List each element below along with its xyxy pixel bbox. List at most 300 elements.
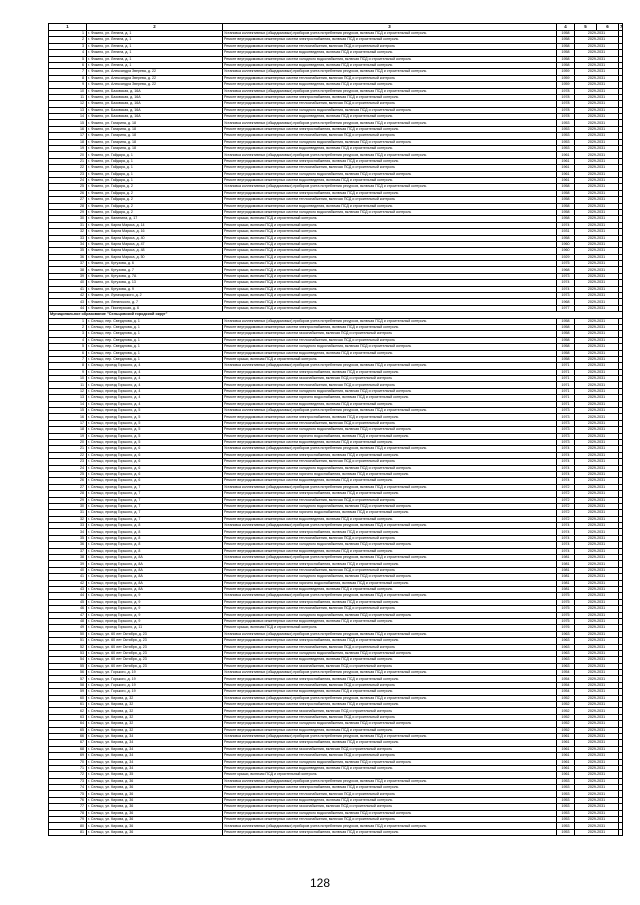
year-cell: 1974 xyxy=(557,542,575,548)
work-type-cell: Установка коллективных (общедомовых) приборов учета потребления ресурсов, включая ПСД и строительный контроль xyxy=(223,31,557,37)
year-cell: 1959 xyxy=(557,75,575,81)
work-type-cell: Ремонт внутридомовых инженерных систем газоснабжения, включая ПСД и строительный контроль xyxy=(223,663,557,669)
year-cell: 1958 xyxy=(557,62,575,68)
year-cell: 1974 xyxy=(557,446,575,452)
address-cell: г. Сельцо, проезд Горького, д. 8 xyxy=(87,523,223,529)
work-type-cell: Ремонт внутридомовых инженерных систем холодного водоснабжения, включая ПСД и строительный контроль xyxy=(223,650,557,656)
period-cell: 2029-2031 xyxy=(575,209,619,215)
year-cell: 1971 xyxy=(557,395,575,401)
year-cell: 1958 xyxy=(557,324,575,330)
period-cell: 2029-2031 xyxy=(575,114,619,120)
address-cell: г. Сельцо, проезд Горького, д. 4 xyxy=(87,388,223,394)
column-number-row xyxy=(49,24,623,31)
year-cell: 1973 xyxy=(557,273,575,279)
period-cell: 2029-2031 xyxy=(575,126,619,132)
year-cell: 1953 xyxy=(557,791,575,797)
work-type-cell: Установка коллективных (общедомовых) приборов учета потребления ресурсов, включая ПСД и строительный контроль xyxy=(223,363,557,369)
address-cell: г. Фокино, ул. Гайдара, д. 1 xyxy=(87,171,223,177)
address-cell: г. Сельцо, проезд Горького, д. 9 xyxy=(87,599,223,605)
period-cell: 2029-2031 xyxy=(575,82,619,88)
period-cell: 2029-2031 xyxy=(575,395,619,401)
work-type-cell: Ремонт внутридомовых инженерных систем холодного водоснабжения, включая ПСД и строительный контроль xyxy=(223,503,557,509)
period-cell: 2029-2031 xyxy=(575,427,619,433)
work-type-cell: Ремонт крыши, включая ПСД и строительный контроль xyxy=(223,273,557,279)
period-cell: 2029-2031 xyxy=(575,676,619,682)
period-cell: 2029-2031 xyxy=(575,139,619,145)
row-number: 70 xyxy=(49,759,87,765)
address-cell: г. Сельцо, ул. Кирова, д. 36 xyxy=(87,785,223,791)
year-cell: 1954 xyxy=(557,682,575,688)
work-type-cell: Ремонт внутридомовых инженерных систем холодного водоснабжения, включая ПСД и строительный контроль xyxy=(223,139,557,145)
year-cell: 1973 xyxy=(557,414,575,420)
year-cell: 1974 xyxy=(557,535,575,541)
year-cell: 1963 xyxy=(557,631,575,637)
address-cell: г. Сельцо, проезд Горького, д. 6 xyxy=(87,459,223,465)
address-cell: г. Сельцо, проезд Горького, д. 8А xyxy=(87,567,223,573)
work-type-cell: Ремонт внутридомовых инженерных систем холодного водоснабжения, включая ПСД и строительный контроль xyxy=(223,542,557,548)
year-cell: 1959 xyxy=(557,82,575,88)
address-cell: г. Фокино, ул. Гайдара, д. 1 xyxy=(87,152,223,158)
row-number: 73 xyxy=(49,778,87,784)
row-number: 37 xyxy=(49,548,87,554)
work-type-cell: Ремонт внутридомовых инженерных систем электроснабжения, включая ПСД и строительный контроль xyxy=(223,190,557,196)
period-cell: 2029-2031 xyxy=(575,299,619,305)
address-cell: г. Сельцо, проезд Горького, д. 5 xyxy=(87,440,223,446)
row-number: 6 xyxy=(49,350,87,356)
period-cell: 2029-2031 xyxy=(575,350,619,356)
row-number: 30 xyxy=(49,503,87,509)
year-cell: 1973 xyxy=(557,433,575,439)
address-cell: г. Сельцо, проезд Горького, д. 8 xyxy=(87,529,223,535)
year-cell: 1978 xyxy=(557,101,575,107)
work-type-cell: Ремонт внутридомовых инженерных систем теплоснабжения, включая ПСД и строительный контроль xyxy=(223,644,557,650)
year-cell: 1961 xyxy=(557,152,575,158)
year-cell: 1958 xyxy=(557,203,575,209)
work-type-cell: Ремонт внутридомовых инженерных систем электроснабжения, включая ПСД и строительный контроль xyxy=(223,369,557,375)
row-number: 43 xyxy=(49,586,87,592)
row-number: 21 xyxy=(49,158,87,164)
work-type-cell: Ремонт внутридомовых инженерных систем теплоснабжения, включая ПСД и строительный контроль xyxy=(223,420,557,426)
period-cell: 2029-2031 xyxy=(575,197,619,203)
work-type-cell: Установка коллективных (общедомовых) приборов учета потребления ресурсов, включая ПСД и строительный контроль xyxy=(223,446,557,452)
address-cell: г. Сельцо, ул. Кирова, д. 32 xyxy=(87,702,223,708)
row-number: 11 xyxy=(49,94,87,100)
year-cell: 1961 xyxy=(557,746,575,752)
work-type-cell: Ремонт крыши, включая ПСД и строительный контроль xyxy=(223,299,557,305)
address-cell: г. Сельцо, ул. 60 лет Октября, д. 23 xyxy=(87,644,223,650)
address-cell: г. Сельцо, проезд Горького, д. 9 xyxy=(87,606,223,612)
row-number: 5 xyxy=(49,56,87,62)
year-cell: 1978 xyxy=(557,94,575,100)
address-cell: г. Сельцо, пер. Свердлова, д. 1 xyxy=(87,331,223,337)
address-cell: г. Сельцо, ул. 60 лет Октября, д. 23 xyxy=(87,657,223,663)
period-cell: 2029-2031 xyxy=(575,529,619,535)
work-type-cell: Ремонт внутридомовых инженерных систем теплоснабжения, включая ПСД и строительный контроль xyxy=(223,497,557,503)
year-cell: 1963 xyxy=(557,650,575,656)
address-cell: г. Фокино, ул. Ленинского, д. 7 xyxy=(87,299,223,305)
period-cell: 2029-2031 xyxy=(575,318,619,324)
column-header: 7 xyxy=(620,24,623,30)
address-cell: г. Фокино, ул. Гагарина, д. 18 xyxy=(87,146,223,152)
period-cell: 2029-2031 xyxy=(575,765,619,771)
address-cell: г. Сельцо, пер. Свердлова, д. 1 xyxy=(87,344,223,350)
row-number: 48 xyxy=(49,618,87,624)
period-cell: 2029-2031 xyxy=(575,567,619,573)
year-cell: 1973 xyxy=(557,440,575,446)
year-cell: 1960 xyxy=(557,248,575,254)
year-cell: 1958 xyxy=(557,37,575,43)
row-number: 8 xyxy=(49,363,87,369)
address-cell: г. Фокино, ул. Базовская, д. 16А xyxy=(87,88,223,94)
address-cell: г. Сельцо, проезд Горького, д. 4 xyxy=(87,401,223,407)
work-type-cell: Ремонт внутридомовых инженерных систем электроснабжения, включая ПСД и строительный контроль xyxy=(223,702,557,708)
year-cell: 1978 xyxy=(557,114,575,120)
address-cell: г. Фокино, ул. Ленина, д. 1 xyxy=(87,56,223,62)
work-type-cell: Ремонт крыши, включая ПСД и строительный контроль xyxy=(223,248,557,254)
work-type-cell: Ремонт внутридомовых инженерных систем электроснабжения, включая ПСД и строительный контроль xyxy=(223,829,557,835)
row-number: 3 xyxy=(49,331,87,337)
row-number: 37 xyxy=(49,261,87,267)
row-number: 6 xyxy=(49,62,87,68)
year-cell: 1958 xyxy=(557,356,575,362)
row-number: 53 xyxy=(49,650,87,656)
work-type-cell: Ремонт крыши, включая ПСД и строительный контроль xyxy=(223,625,557,631)
address-cell: г. Фокино, ул. Пионерская, д. 6 xyxy=(87,305,223,311)
period-cell: 2029-2031 xyxy=(575,171,619,177)
work-type-cell: Ремонт внутридомовых инженерных систем холодного водоснабжения, включая ПСД и строительный контроль xyxy=(223,612,557,618)
row-number: 60 xyxy=(49,695,87,701)
address-cell: г. Фокино, ул. Гайдара, д. 2 xyxy=(87,190,223,196)
address-cell: г. Сельцо, ул. Горького, д. 19 xyxy=(87,670,223,676)
row-number: 66 xyxy=(49,733,87,739)
year-cell: 1975 xyxy=(557,261,575,267)
address-cell: г. Сельцо, проезд Горького, д. 4 xyxy=(87,395,223,401)
period-cell: 2029-2031 xyxy=(575,702,619,708)
address-cell: г. Сельцо, проезд Горького, д. 5 xyxy=(87,433,223,439)
year-cell: 1953 xyxy=(557,829,575,835)
period-cell: 2029-2031 xyxy=(575,222,619,228)
year-cell: 1953 xyxy=(557,146,575,152)
work-type-cell: Ремонт внутридомовых инженерных систем водоотведения, включая ПСД и строительный контроль xyxy=(223,689,557,695)
year-cell: 1963 xyxy=(557,657,575,663)
period-cell: 2029-2031 xyxy=(575,31,619,37)
year-cell: 1953 xyxy=(557,120,575,126)
address-cell: г. Сельцо, ул. Кирова, д. 34 xyxy=(87,740,223,746)
row-number: 26 xyxy=(49,190,87,196)
year-cell: 1958 xyxy=(557,344,575,350)
row-number: 8 xyxy=(49,75,87,81)
period-cell: 2029-2031 xyxy=(575,363,619,369)
year-cell: 1968 xyxy=(557,267,575,273)
year-cell: 1961 xyxy=(557,772,575,778)
row-number: 22 xyxy=(49,452,87,458)
row-number: 65 xyxy=(49,727,87,733)
address-cell: г. Сельцо, проезд Горького, д. 7 xyxy=(87,497,223,503)
period-cell: 2029-2031 xyxy=(575,644,619,650)
address-cell: г. Фокино, ул. Гагарина, д. 18 xyxy=(87,126,223,132)
address-cell: г. Сельцо, ул. 60 лет Октября, д. 23 xyxy=(87,631,223,637)
empty-cell xyxy=(619,829,623,835)
period-cell: 2029-2031 xyxy=(575,727,619,733)
work-type-cell: Ремонт внутридомовых инженерных систем водоотведения, включая ПСД и строительный контроль xyxy=(223,50,557,56)
year-cell: 1953 xyxy=(557,810,575,816)
page-number: 128 xyxy=(309,876,331,890)
row-number: 10 xyxy=(49,88,87,94)
address-cell: г. Фокино, ул. Карла Маркса, д. 14 xyxy=(87,222,223,228)
row-number: 24 xyxy=(49,465,87,471)
year-cell: 1961 xyxy=(557,733,575,739)
period-cell: 2029-2031 xyxy=(575,471,619,477)
period-cell: 2029-2031 xyxy=(575,548,619,554)
row-number: 52 xyxy=(49,644,87,650)
period-cell: 2029-2031 xyxy=(575,733,619,739)
period-cell: 2029-2031 xyxy=(575,62,619,68)
row-number: 56 xyxy=(49,670,87,676)
period-cell: 2029-2031 xyxy=(575,184,619,190)
year-cell: 1952 xyxy=(557,708,575,714)
work-type-cell: Ремонт крыши, включая ПСД и строительный контроль xyxy=(223,241,557,247)
work-type-cell: Установка коллективных (общедомовых) приборов учета потребления ресурсов, включая ПСД и строительный контроль xyxy=(223,318,557,324)
period-cell: 2029-2031 xyxy=(575,235,619,241)
row-number: 76 xyxy=(49,797,87,803)
address-cell: г. Сельцо, ул. Кирова, д. 32 xyxy=(87,695,223,701)
address-cell: г. Сельцо, ул. Кирова, д. 32 xyxy=(87,714,223,720)
address-cell: г. Фокино, ул. Ленина, д. 1 xyxy=(87,62,223,68)
row-number: 19 xyxy=(49,433,87,439)
address-cell: г. Фокино, ул. Гайдара, д. 2 xyxy=(87,184,223,190)
period-cell: 2029-2031 xyxy=(575,670,619,676)
period-cell: 2029-2031 xyxy=(575,446,619,452)
address-cell: г. Сельцо, ул. Кирова, д. 36 xyxy=(87,804,223,810)
address-cell: г. Фокино, ул. Кутузова, д. 7 xyxy=(87,267,223,273)
row-number: 77 xyxy=(49,804,87,810)
period-cell: 2029-2031 xyxy=(575,465,619,471)
row-number: 35 xyxy=(49,535,87,541)
period-cell: 2029-2031 xyxy=(575,459,619,465)
work-type-cell: Ремонт внутридомовых инженерных систем водоотведения, включая ПСД и строительный контроль xyxy=(223,657,557,663)
year-cell: 1958 xyxy=(557,31,575,37)
row-number: 18 xyxy=(49,427,87,433)
period-cell: 2029-2031 xyxy=(575,440,619,446)
row-number: 49 xyxy=(49,625,87,631)
address-cell: г. Сельцо, ул. Кирова, д. 34 xyxy=(87,759,223,765)
year-cell: 1973 xyxy=(557,293,575,299)
year-cell: 1953 xyxy=(557,126,575,132)
row-number: 7 xyxy=(49,356,87,362)
row-number: 27 xyxy=(49,197,87,203)
row-number: 64 xyxy=(49,721,87,727)
row-number: 3 xyxy=(49,43,87,49)
work-type-cell: Ремонт крыши, включая ПСД и строительный контроль xyxy=(223,222,557,228)
address-cell: г. Сельцо, ул. Кирова, д. 34 xyxy=(87,746,223,752)
work-type-cell: Ремонт внутридомовых инженерных систем водоотведения, включая ПСД и строительный контроль xyxy=(223,765,557,771)
work-type-cell: Установка коллективных (общедомовых) приборов учета потребления ресурсов, включая ПСД и строительный контроль xyxy=(223,120,557,126)
address-cell: г. Сельцо, проезд Горького, д. 9 xyxy=(87,612,223,618)
work-type-cell: Установка коллективных (общедомовых) приборов учета потребления ресурсов, включая ПСД и строительный контроль xyxy=(223,823,557,829)
year-cell: 1963 xyxy=(557,644,575,650)
address-cell: г. Сельцо, пер. Свердлова, д. 1 xyxy=(87,356,223,362)
year-cell: 1961 xyxy=(557,753,575,759)
work-type-cell: Ремонт крыши, включая ПСД и строительный контроль xyxy=(223,235,557,241)
year-cell: 1974 xyxy=(557,523,575,529)
year-cell: 1953 xyxy=(557,804,575,810)
address-cell: г. Фокино, ул. Гагарина, д. 18 xyxy=(87,139,223,145)
row-number: 33 xyxy=(49,523,87,529)
address-cell: г. Сельцо, ул. Горького, д. 19 xyxy=(87,676,223,682)
row-number: 79 xyxy=(49,817,87,823)
year-cell: 1958 xyxy=(557,190,575,196)
period-cell: 2029-2031 xyxy=(575,69,619,75)
row-number: 59 xyxy=(49,689,87,695)
work-type-cell: Ремонт внутридомовых инженерных систем холодного водоснабжения, включая ПСД и строительный контроль xyxy=(223,388,557,394)
period-cell: 2029-2031 xyxy=(575,248,619,254)
period-cell: 2029-2031 xyxy=(575,523,619,529)
address-cell: г. Фокино, ул. Кутузова, д. 6 xyxy=(87,261,223,267)
year-cell: 1975 xyxy=(557,593,575,599)
row-number: 80 xyxy=(49,823,87,829)
period-cell: 2029-2031 xyxy=(575,158,619,164)
period-cell: 2029-2031 xyxy=(575,165,619,171)
work-type-cell: Ремонт крыши, включая ПСД и строительный контроль xyxy=(223,772,557,778)
address-cell: г. Сельцо, ул. Кирова, д. 34 xyxy=(87,765,223,771)
work-type-cell: Ремонт внутридомовых инженерных систем газоснабжения, включая ПСД и строительный контроль xyxy=(223,804,557,810)
row-number: 32 xyxy=(49,516,87,522)
period-cell: 2029-2031 xyxy=(575,101,619,107)
period-cell: 2029-2031 xyxy=(575,682,619,688)
year-cell: 1973 xyxy=(557,420,575,426)
period-cell: 2029-2031 xyxy=(575,408,619,414)
address-cell: г. Сельцо, проезд Горького, д. 8А xyxy=(87,586,223,592)
row-number: 75 xyxy=(49,791,87,797)
year-cell: 1974 xyxy=(557,280,575,286)
work-type-cell: Ремонт внутридомовых инженерных систем водоотведения, включая ПСД и строительный контроль xyxy=(223,727,557,733)
work-type-cell: Ремонт крыши, включая ПСД и строительный контроль xyxy=(223,286,557,292)
year-cell: 1961 xyxy=(557,765,575,771)
address-cell: г. Фокино, ул. Базовская, д. 16А xyxy=(87,107,223,113)
year-cell: 1972 xyxy=(557,497,575,503)
row-number: 17 xyxy=(49,420,87,426)
work-type-cell: Ремонт внутридомовых инженерных систем холодного водоснабжения, включая ПСД и строительный контроль xyxy=(223,427,557,433)
period-cell: 2029-2031 xyxy=(575,484,619,490)
address-cell: г. Сельцо, проезд Горького, д. 7 xyxy=(87,510,223,516)
period-cell: 2029-2031 xyxy=(575,593,619,599)
year-cell: 1953 xyxy=(557,785,575,791)
address-cell: г. Фокино, ул. Александра Зверева, д. 22 xyxy=(87,69,223,75)
work-type-cell: Ремонт внутридомовых инженерных систем холодного водоснабжения, включая ПСД и строительный контроль xyxy=(223,107,557,113)
work-type-cell: Установка коллективных (общедомовых) приборов учета потребления ресурсов, включая ПСД и строительный контроль xyxy=(223,484,557,490)
work-type-cell: Ремонт внутридомовых инженерных систем электроснабжения, включая ПСД и строительный контроль xyxy=(223,37,557,43)
work-type-cell: Ремонт крыши, включая ПСД и строительный контроль xyxy=(223,229,557,235)
work-type-cell: Ремонт внутридомовых инженерных систем теплоснабжения, включая ПСД и строительный контроль xyxy=(223,682,557,688)
year-cell: 1972 xyxy=(557,510,575,516)
period-cell: 2029-2031 xyxy=(575,817,619,823)
year-cell: 1952 xyxy=(557,702,575,708)
year-cell: 1954 xyxy=(557,676,575,682)
address-cell: г. Фокино, ул. Александра Зверева, д. 22 xyxy=(87,82,223,88)
work-type-cell: Ремонт внутридомовых инженерных систем горячего водоснабжения, включая ПСД и строительный контроль xyxy=(223,580,557,586)
work-type-cell: Ремонт внутридомовых инженерных систем холодного водоснабжения, включая ПСД и строительный контроль xyxy=(223,465,557,471)
year-cell: 1952 xyxy=(557,721,575,727)
row-number: 26 xyxy=(49,478,87,484)
row-number: 74 xyxy=(49,785,87,791)
address-cell: г. Сельцо, проезд Горького, д. 8 xyxy=(87,548,223,554)
period-cell: 2029-2031 xyxy=(575,778,619,784)
work-type-cell: Ремонт внутридомовых инженерных систем газоснабжения, включая ПСД и строительный контроль xyxy=(223,746,557,752)
period-cell: 2029-2031 xyxy=(575,695,619,701)
period-cell: 2029-2031 xyxy=(575,721,619,727)
address-cell: г. Сельцо, ул. Кирова, д. 32 xyxy=(87,721,223,727)
address-cell: г. Фокино, ул. Карла Маркса, д. 40 xyxy=(87,235,223,241)
period-cell: 2029-2031 xyxy=(575,574,619,580)
address-cell: г. Фокино, ул. Александра Зверева, д. 22 xyxy=(87,75,223,81)
work-type-cell: Ремонт внутридомовых инженерных систем теплоснабжения, включая ПСД и строительный контроль xyxy=(223,197,557,203)
row-number: 61 xyxy=(49,702,87,708)
period-cell: 2029-2031 xyxy=(575,43,619,49)
row-number: 72 xyxy=(49,772,87,778)
address-cell: г. Сельцо, проезд Горького, д. 9 xyxy=(87,593,223,599)
work-type-cell: Установка коллективных (общедомовых) приборов учета потребления ресурсов, включая ПСД и строительный контроль xyxy=(223,408,557,414)
address-cell: г. Сельцо, проезд Горького, д. 8А xyxy=(87,574,223,580)
address-cell: г. Сельцо, проезд Горького, д. 6 xyxy=(87,471,223,477)
work-type-cell: Ремонт крыши, включая ПСД и строительный контроль xyxy=(223,305,557,311)
period-cell: 2029-2031 xyxy=(575,829,619,835)
row-number: 38 xyxy=(49,555,87,561)
work-type-cell: Ремонт внутридомовых инженерных систем электроснабжения, включая ПСД и строительный контроль xyxy=(223,599,557,605)
period-cell: 2029-2031 xyxy=(575,356,619,362)
row-number: 34 xyxy=(49,241,87,247)
period-cell: 2029-2031 xyxy=(575,273,619,279)
year-cell: 1981 xyxy=(557,580,575,586)
year-cell: 1972 xyxy=(557,503,575,509)
year-cell: 1972 xyxy=(557,484,575,490)
period-cell: 2029-2031 xyxy=(575,133,619,139)
period-cell: 2029-2031 xyxy=(575,107,619,113)
year-cell: 1981 xyxy=(557,567,575,573)
work-type-cell: Ремонт внутридомовых инженерных систем водоотведения, включая ПСД и строительный контроль xyxy=(223,548,557,554)
period-cell: 2029-2031 xyxy=(575,638,619,644)
address-cell: г. Фокино, ул. Базовская, д. 16А xyxy=(87,114,223,120)
period-cell: 2029-2031 xyxy=(575,810,619,816)
row-number: 16 xyxy=(49,126,87,132)
year-cell: 1959 xyxy=(557,69,575,75)
row-number: 18 xyxy=(49,139,87,145)
year-cell: 1958 xyxy=(557,337,575,343)
period-cell: 2029-2031 xyxy=(575,478,619,484)
address-cell: г. Сельцо, проезд Горького, д. 4 xyxy=(87,382,223,388)
period-cell: 2029-2031 xyxy=(575,254,619,260)
row-number: 46 xyxy=(49,606,87,612)
year-cell: 1981 xyxy=(557,574,575,580)
column-header: 3 xyxy=(223,24,557,31)
work-type-cell: Установка коллективных (общедомовых) приборов учета потребления ресурсов, включая ПСД и строительный контроль xyxy=(223,184,557,190)
address-cell: г. Сельцо, проезд Горького, д. 5 xyxy=(87,420,223,426)
work-type-cell: Ремонт внутридомовых инженерных систем водоотведения, включая ПСД и строительный контроль xyxy=(223,177,557,183)
address-cell: г. Фокино, ул. Карла Маркса, д. 50 xyxy=(87,254,223,260)
work-type-cell: Ремонт крыши, включая ПСД и строительный контроль xyxy=(223,216,557,222)
year-cell: 1973 xyxy=(557,427,575,433)
row-number: 71 xyxy=(49,765,87,771)
row-number: 10 xyxy=(49,376,87,382)
year-cell: 1974 xyxy=(557,548,575,554)
work-type-cell: Ремонт внутридомовых инженерных систем электроснабжения, включая ПСД и строительный контроль xyxy=(223,452,557,458)
year-cell: 1977 xyxy=(557,305,575,311)
row-number: 44 xyxy=(49,305,87,311)
period-cell: 2029-2031 xyxy=(575,785,619,791)
year-cell: 1952 xyxy=(557,714,575,720)
year-cell: 1958 xyxy=(557,209,575,215)
address-cell: г. Сельцо, ул. Кирова, д. 36 xyxy=(87,810,223,816)
table-row xyxy=(49,829,623,835)
